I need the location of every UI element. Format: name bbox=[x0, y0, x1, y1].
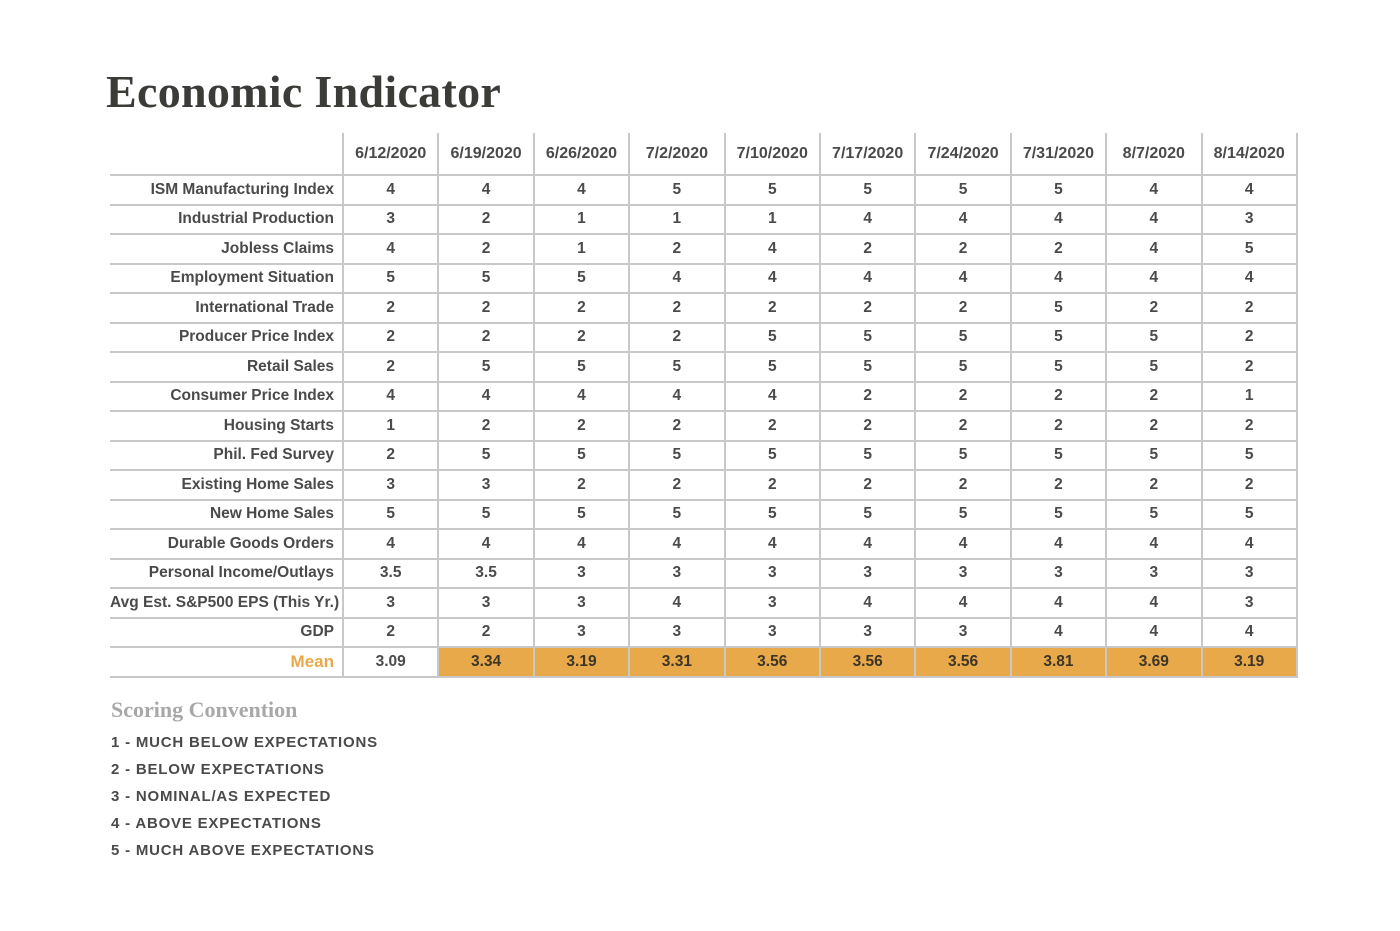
scoring-item: 3 - NOMINAL/AS EXPECTED bbox=[111, 788, 332, 805]
score-cell: 3 bbox=[629, 559, 724, 589]
score-cell: 2 bbox=[438, 618, 533, 648]
row-label: International Trade bbox=[110, 293, 343, 323]
score-cell: 5 bbox=[343, 264, 438, 294]
row-label: Phil. Fed Survey bbox=[110, 441, 343, 471]
score-cell: 2 bbox=[1202, 323, 1297, 353]
row-label: GDP bbox=[110, 618, 343, 648]
score-cell: 3 bbox=[343, 588, 438, 618]
score-cell: 5 bbox=[438, 264, 533, 294]
score-cell: 5 bbox=[915, 441, 1010, 471]
score-cell: 2 bbox=[534, 470, 629, 500]
score-cell: 3 bbox=[343, 470, 438, 500]
score-cell: 5 bbox=[915, 500, 1010, 530]
score-cell: 5 bbox=[1011, 323, 1106, 353]
column-header: 8/7/2020 bbox=[1106, 133, 1201, 175]
score-cell: 5 bbox=[534, 264, 629, 294]
score-cell: 5 bbox=[915, 323, 1010, 353]
scoring-convention-list bbox=[111, 733, 378, 868]
scoring-item: 4 - ABOVE EXPECTATIONS bbox=[111, 815, 322, 832]
row-label: Housing Starts bbox=[110, 411, 343, 441]
score-cell: 2 bbox=[725, 293, 820, 323]
column-header: 6/12/2020 bbox=[343, 133, 438, 175]
score-cell: 4 bbox=[1011, 588, 1106, 618]
score-cell: 5 bbox=[534, 441, 629, 471]
table-row bbox=[110, 234, 1297, 264]
score-cell: 4 bbox=[1106, 205, 1201, 235]
score-cell: 5 bbox=[1202, 234, 1297, 264]
score-cell: 4 bbox=[1106, 175, 1201, 205]
table-row bbox=[110, 559, 1297, 589]
score-cell: 2 bbox=[343, 618, 438, 648]
score-cell: 5 bbox=[1011, 352, 1106, 382]
table-row bbox=[110, 293, 1297, 323]
score-cell: 2 bbox=[1106, 411, 1201, 441]
score-cell: 4 bbox=[820, 529, 915, 559]
score-cell: 3 bbox=[1202, 205, 1297, 235]
score-cell: 1 bbox=[343, 411, 438, 441]
score-cell: 4 bbox=[629, 588, 724, 618]
score-cell: 1 bbox=[725, 205, 820, 235]
indicator-table bbox=[110, 133, 1298, 678]
score-cell: 5 bbox=[534, 352, 629, 382]
table-row bbox=[110, 205, 1297, 235]
score-cell: 2 bbox=[534, 411, 629, 441]
score-cell: 5 bbox=[1011, 175, 1106, 205]
score-cell: 4 bbox=[1202, 175, 1297, 205]
score-cell: 5 bbox=[1011, 293, 1106, 323]
score-cell: 3 bbox=[1202, 588, 1297, 618]
mean-label: Mean bbox=[110, 647, 343, 677]
table-row bbox=[110, 382, 1297, 412]
mean-cell-highlighted: 3.31 bbox=[629, 647, 724, 677]
score-cell: 3 bbox=[1106, 559, 1201, 589]
score-cell: 3 bbox=[915, 618, 1010, 648]
score-cell: 5 bbox=[820, 500, 915, 530]
score-cell: 4 bbox=[534, 529, 629, 559]
score-cell: 4 bbox=[725, 382, 820, 412]
row-label: Industrial Production bbox=[110, 205, 343, 235]
score-cell: 5 bbox=[725, 441, 820, 471]
score-cell: 3 bbox=[725, 618, 820, 648]
score-cell: 4 bbox=[820, 205, 915, 235]
row-label: ISM Manufacturing Index bbox=[110, 175, 343, 205]
column-header: 8/14/2020 bbox=[1202, 133, 1297, 175]
score-cell: 5 bbox=[725, 500, 820, 530]
scoring-convention-heading: Scoring Convention bbox=[111, 697, 298, 722]
row-label: Retail Sales bbox=[110, 352, 343, 382]
mean-cell-highlighted: 3.56 bbox=[725, 647, 820, 677]
score-cell: 3 bbox=[725, 559, 820, 589]
score-cell: 4 bbox=[438, 175, 533, 205]
score-cell: 5 bbox=[725, 323, 820, 353]
score-cell: 5 bbox=[725, 352, 820, 382]
score-cell: 2 bbox=[915, 411, 1010, 441]
score-cell: 5 bbox=[1202, 441, 1297, 471]
score-cell: 2 bbox=[343, 352, 438, 382]
score-cell: 5 bbox=[438, 500, 533, 530]
score-cell: 2 bbox=[915, 234, 1010, 264]
score-cell: 2 bbox=[534, 323, 629, 353]
score-cell: 5 bbox=[1011, 500, 1106, 530]
table-row bbox=[110, 411, 1297, 441]
score-cell: 2 bbox=[1202, 470, 1297, 500]
column-header: 7/10/2020 bbox=[725, 133, 820, 175]
header-corner-cell bbox=[110, 133, 343, 175]
score-cell: 4 bbox=[1011, 529, 1106, 559]
score-cell: 4 bbox=[343, 529, 438, 559]
score-cell: 4 bbox=[725, 264, 820, 294]
scoring-item: 5 - MUCH ABOVE EXPECTATIONS bbox=[111, 842, 375, 859]
row-label: Personal Income/Outlays bbox=[110, 559, 343, 589]
score-cell: 5 bbox=[629, 441, 724, 471]
scoring-item: 1 - MUCH BELOW EXPECTATIONS bbox=[111, 734, 378, 751]
score-cell: 3 bbox=[915, 559, 1010, 589]
score-cell: 5 bbox=[438, 352, 533, 382]
score-cell: 2 bbox=[1202, 411, 1297, 441]
score-cell: 2 bbox=[438, 293, 533, 323]
score-cell: 2 bbox=[1106, 470, 1201, 500]
score-cell: 2 bbox=[820, 382, 915, 412]
score-cell: 4 bbox=[1011, 264, 1106, 294]
score-cell: 2 bbox=[915, 470, 1010, 500]
score-cell: 5 bbox=[629, 175, 724, 205]
score-cell: 3.5 bbox=[438, 559, 533, 589]
score-cell: 5 bbox=[438, 441, 533, 471]
score-cell: 4 bbox=[438, 529, 533, 559]
score-cell: 4 bbox=[1106, 264, 1201, 294]
score-cell: 1 bbox=[534, 205, 629, 235]
row-label: New Home Sales bbox=[110, 500, 343, 530]
table-row bbox=[110, 352, 1297, 382]
column-header: 7/24/2020 bbox=[915, 133, 1010, 175]
score-cell: 4 bbox=[725, 234, 820, 264]
score-cell: 2 bbox=[915, 293, 1010, 323]
score-cell: 2 bbox=[629, 234, 724, 264]
table-row bbox=[110, 588, 1297, 618]
score-cell: 2 bbox=[1011, 382, 1106, 412]
score-cell: 5 bbox=[1106, 323, 1201, 353]
score-cell: 5 bbox=[1106, 441, 1201, 471]
score-cell: 2 bbox=[629, 470, 724, 500]
score-cell: 4 bbox=[629, 529, 724, 559]
mean-cell-highlighted: 3.81 bbox=[1011, 647, 1106, 677]
score-cell: 2 bbox=[1202, 352, 1297, 382]
score-cell: 5 bbox=[1106, 500, 1201, 530]
column-header: 7/2/2020 bbox=[629, 133, 724, 175]
score-cell: 5 bbox=[1202, 500, 1297, 530]
score-cell: 2 bbox=[1106, 293, 1201, 323]
score-cell: 3 bbox=[534, 588, 629, 618]
score-cell: 2 bbox=[1011, 411, 1106, 441]
table-row bbox=[110, 529, 1297, 559]
score-cell: 3 bbox=[438, 588, 533, 618]
score-cell: 2 bbox=[725, 411, 820, 441]
score-cell: 5 bbox=[915, 175, 1010, 205]
scoring-item: 2 - BELOW EXPECTATIONS bbox=[111, 761, 325, 778]
row-label: Durable Goods Orders bbox=[110, 529, 343, 559]
table-row bbox=[110, 500, 1297, 530]
score-cell: 5 bbox=[725, 175, 820, 205]
score-cell: 2 bbox=[629, 293, 724, 323]
score-cell: 4 bbox=[629, 382, 724, 412]
column-header: 7/31/2020 bbox=[1011, 133, 1106, 175]
score-cell: 2 bbox=[343, 323, 438, 353]
row-label: Jobless Claims bbox=[110, 234, 343, 264]
score-cell: 4 bbox=[725, 529, 820, 559]
score-cell: 5 bbox=[820, 323, 915, 353]
score-cell: 5 bbox=[1106, 352, 1201, 382]
score-cell: 3 bbox=[1202, 559, 1297, 589]
score-cell: 4 bbox=[820, 264, 915, 294]
mean-cell: 3.09 bbox=[343, 647, 438, 677]
score-cell: 4 bbox=[1011, 618, 1106, 648]
score-cell: 2 bbox=[820, 293, 915, 323]
score-cell: 5 bbox=[629, 500, 724, 530]
score-cell: 4 bbox=[1202, 529, 1297, 559]
table-row bbox=[110, 323, 1297, 353]
score-cell: 2 bbox=[1011, 470, 1106, 500]
score-cell: 4 bbox=[343, 175, 438, 205]
score-cell: 2 bbox=[438, 323, 533, 353]
score-cell: 3 bbox=[725, 588, 820, 618]
score-cell: 4 bbox=[1202, 264, 1297, 294]
score-cell: 4 bbox=[1106, 234, 1201, 264]
score-cell: 2 bbox=[820, 470, 915, 500]
score-cell: 4 bbox=[915, 588, 1010, 618]
score-cell: 2 bbox=[534, 293, 629, 323]
score-cell: 2 bbox=[820, 234, 915, 264]
score-cell: 4 bbox=[629, 264, 724, 294]
table-row bbox=[110, 441, 1297, 471]
score-cell: 4 bbox=[343, 382, 438, 412]
score-cell: 5 bbox=[820, 441, 915, 471]
score-cell: 5 bbox=[820, 352, 915, 382]
score-cell: 2 bbox=[629, 323, 724, 353]
score-cell: 4 bbox=[1011, 205, 1106, 235]
score-cell: 4 bbox=[534, 382, 629, 412]
table-row bbox=[110, 175, 1297, 205]
score-cell: 4 bbox=[343, 234, 438, 264]
score-cell: 3 bbox=[534, 618, 629, 648]
row-label: Employment Situation bbox=[110, 264, 343, 294]
column-header: 6/26/2020 bbox=[534, 133, 629, 175]
score-cell: 4 bbox=[915, 205, 1010, 235]
score-cell: 2 bbox=[438, 205, 533, 235]
mean-cell-highlighted: 3.34 bbox=[438, 647, 533, 677]
mean-cell-highlighted: 3.56 bbox=[915, 647, 1010, 677]
mean-cell-highlighted: 3.19 bbox=[534, 647, 629, 677]
score-cell: 2 bbox=[343, 293, 438, 323]
score-cell: 1 bbox=[1202, 382, 1297, 412]
score-cell: 1 bbox=[629, 205, 724, 235]
table-row bbox=[110, 470, 1297, 500]
score-cell: 2 bbox=[1106, 382, 1201, 412]
score-cell: 4 bbox=[1106, 529, 1201, 559]
score-cell: 5 bbox=[915, 352, 1010, 382]
score-cell: 2 bbox=[629, 411, 724, 441]
score-cell: 3 bbox=[820, 559, 915, 589]
score-cell: 3 bbox=[438, 470, 533, 500]
score-cell: 1 bbox=[534, 234, 629, 264]
score-cell: 2 bbox=[438, 411, 533, 441]
mean-cell-highlighted: 3.56 bbox=[820, 647, 915, 677]
mean-cell-highlighted: 3.19 bbox=[1202, 647, 1297, 677]
score-cell: 4 bbox=[1106, 588, 1201, 618]
score-cell: 5 bbox=[820, 175, 915, 205]
score-cell: 4 bbox=[1202, 618, 1297, 648]
score-cell: 2 bbox=[820, 411, 915, 441]
mean-cell-highlighted: 3.69 bbox=[1106, 647, 1201, 677]
table-row bbox=[110, 264, 1297, 294]
score-cell: 3.5 bbox=[343, 559, 438, 589]
score-cell: 3 bbox=[820, 618, 915, 648]
score-cell: 2 bbox=[1011, 234, 1106, 264]
row-label: Producer Price Index bbox=[110, 323, 343, 353]
score-cell: 4 bbox=[1106, 618, 1201, 648]
column-header: 6/19/2020 bbox=[438, 133, 533, 175]
score-cell: 2 bbox=[915, 382, 1010, 412]
table-row bbox=[110, 618, 1297, 648]
column-header: 7/17/2020 bbox=[820, 133, 915, 175]
score-cell: 3 bbox=[1011, 559, 1106, 589]
row-label: Existing Home Sales bbox=[110, 470, 343, 500]
page-title: Economic Indicator bbox=[106, 66, 502, 117]
header-row bbox=[110, 133, 1297, 175]
score-cell: 2 bbox=[1202, 293, 1297, 323]
score-cell: 3 bbox=[534, 559, 629, 589]
score-cell: 4 bbox=[915, 264, 1010, 294]
table-body bbox=[110, 175, 1297, 677]
score-cell: 4 bbox=[915, 529, 1010, 559]
row-label: Consumer Price Index bbox=[110, 382, 343, 412]
score-cell: 5 bbox=[343, 500, 438, 530]
score-cell: 5 bbox=[629, 352, 724, 382]
score-cell: 5 bbox=[1011, 441, 1106, 471]
score-cell: 2 bbox=[438, 234, 533, 264]
score-cell: 4 bbox=[820, 588, 915, 618]
mean-row bbox=[110, 647, 1297, 677]
score-cell: 2 bbox=[343, 441, 438, 471]
score-cell: 2 bbox=[725, 470, 820, 500]
score-cell: 5 bbox=[534, 500, 629, 530]
row-label: Avg Est. S&P500 EPS (This Yr.) bbox=[110, 588, 343, 618]
score-cell: 3 bbox=[343, 205, 438, 235]
score-cell: 4 bbox=[438, 382, 533, 412]
score-cell: 3 bbox=[629, 618, 724, 648]
score-cell: 4 bbox=[534, 175, 629, 205]
